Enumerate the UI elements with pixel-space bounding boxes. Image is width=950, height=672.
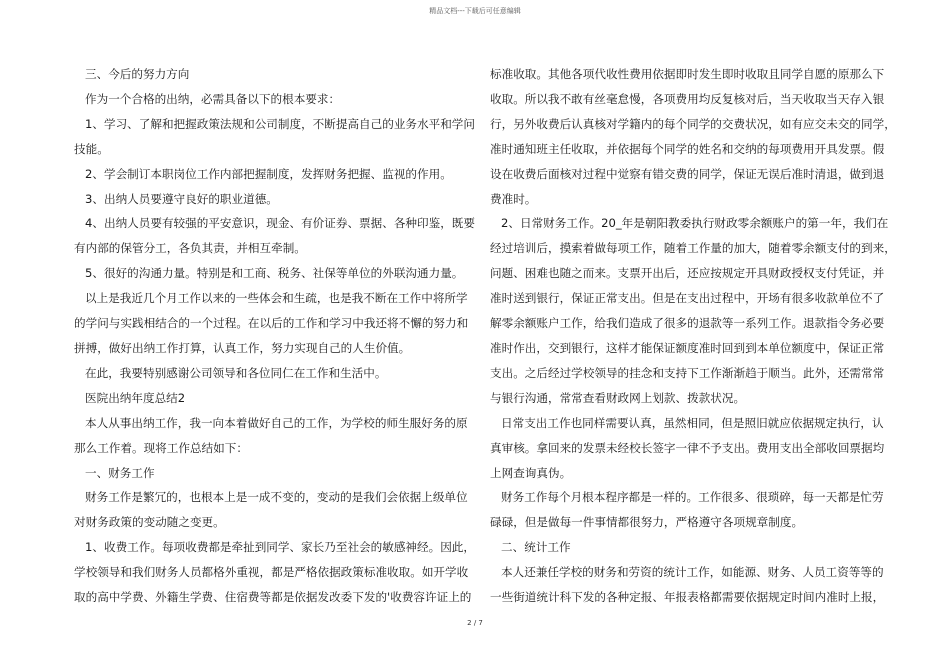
text-line: 那么工作着。现将工作总结如下： [74, 440, 248, 455]
text-line: 4、出纳人员要有较强的平安意识，现金、有价证券、票据、各种印鉴，既要 [85, 216, 475, 231]
right-column [490, 62, 896, 610]
text-line: 1、学习、了解和把握政策法规和公司制度，不断提高自己的业务水平和学问 [85, 116, 475, 131]
text-line: 医院出纳年度总结2 [85, 390, 186, 405]
text-line: 准时送到银行，保证正常支出。但是在支出过程中，开场有很多收款单位不了 [490, 291, 885, 306]
text-line: 标准收取。其他各项代收性费用依据即时发生即时收取且同学自愿的原那么下 [490, 67, 885, 81]
text-line: 取的高中学费、外籍生学费、住宿费等都是依据发改委下发的'收费容许证上的 [74, 590, 472, 605]
text-line: 的学问与实践相结合的一个过程。在以后的工作和学习中我还将不懈的努力和 [74, 316, 469, 331]
text-line: 支出。之后经过学校领导的挂念和支持下工作渐渐趋于顺当。此外，还需常常 [490, 365, 885, 380]
text-line: 经过培训后，摸索着做每项工作，随着工作量的加大，随着零余额支付的到来， [490, 241, 896, 256]
text-line: 解零余额账户工作，给我们造成了很多的退款等一系列工作。退款指令务必要 [490, 316, 885, 331]
text-line: 二、统计工作 [501, 540, 571, 555]
text-line: 拼搏，做好出纳工作打算，认真工作，努力实现自己的人生价值。 [74, 340, 411, 355]
text-line: 1、收费工作。每项收费都是牵扯到同学、家长乃至社会的敏感神经。因此， [85, 540, 475, 555]
text-line: 2、学会制订本职岗位工作内部把握制度，发挥财务把握、监视的作用。 [85, 166, 452, 181]
text-line: 3、出纳人员要遵守良好的职业道德。 [85, 191, 278, 206]
text-line: 技能。 [74, 141, 109, 156]
text-line: 本人还兼任学校的财务和劳资的统计工作，如能源、财务、人员工资等等的 [501, 565, 884, 580]
text-line: 一、财务工作 [85, 465, 155, 480]
text-line: 财务工作每个月根本程序都是一样的。工作很多、很琐碎，每一天都是忙劳 [501, 490, 884, 505]
text-line: 行，另外收费后认真核对学籍内的每个同学的交费状况，如有应交未交的同学， [490, 116, 896, 131]
text-line: 问题、困难也随之而来。支票开出后，还应按规定开具财政授权支付凭证，并 [490, 266, 885, 281]
left-column [74, 62, 475, 610]
text-line: 设在收费后面核对过程中觉察有错交费的同学，保证无误后准时清退，做到退 [490, 166, 885, 181]
text-line: 与银行沟通，常常查看财政网上划款、拨款状况。 [490, 390, 746, 405]
text-line: 2、日常财务工作。20_年是朝阳教委执行财政零余额账户的第一年，我们在 [501, 216, 889, 231]
text-line: 在此，我要特别感谢公司领导和各位同仁在工作和生活中。 [85, 365, 387, 380]
text-line: 上网查询真伪。 [490, 465, 572, 480]
text-line: 一些街道统计科下发的各种定报、年报表格都需要依据规定时间内准时上报， [490, 590, 885, 605]
text-line: 碌碌，但是做每一件事情都很努力，严格遵守各项规章制度。 [490, 515, 804, 530]
text-line: 以上是我近几个月工作以来的一些体会和生疏，也是我不断在工作中将所学 [85, 291, 468, 306]
text-line: 财务工作是繁冗的，也根本上是一成不变的，变动的是我们会依据上级单位 [85, 490, 468, 505]
text-line: 费准时。 [490, 191, 537, 206]
text-line: 日常支出工作也同样需要认真，虽然相同，但是照旧就应依据规定执行，认 [501, 415, 884, 430]
text-line: 准时通知班主任收取，并依据每个同学的姓名和交纳的每项费用开具发票。假 [490, 141, 885, 156]
text-line: 收取。所以我不敢有丝毫怠慢，各项费用均反复核对后，当天收取当天存入银 [490, 91, 885, 106]
text-line: 准时作出，交到银行，这样才能保证额度准时回到到本单位额度中，保证正常 [490, 340, 885, 355]
text-line: 学校领导和我们财务人员都格外重视，都是严格依据政策标准收取。如开学收 [74, 565, 469, 580]
page-header: 精品文档---下载后可任意编辑 [429, 7, 521, 15]
text-line: 有内部的保管分工，各负其责，并相互牵制。 [74, 241, 306, 256]
page-number: 2 / 7 [467, 619, 483, 627]
text-line: 对财务政策的变动随之变更。 [74, 515, 225, 530]
text-line: 作为一个合格的出纳，必需具备以下的根本要求： [85, 91, 341, 106]
text-line: 真审核。拿回来的发票未经校长签字一律不予支出。费用支出全部收回票据均 [490, 440, 885, 455]
text-line: 5、很好的沟通力量。特别是和工商、税务、社保等单位的外联沟通力量。 [85, 266, 464, 281]
text-line: 本人从事出纳工作，我一向本着做好自己的工作，为学校的师生服好务的原 [85, 415, 468, 430]
text-line: 三、今后的努力方向 [85, 67, 190, 81]
